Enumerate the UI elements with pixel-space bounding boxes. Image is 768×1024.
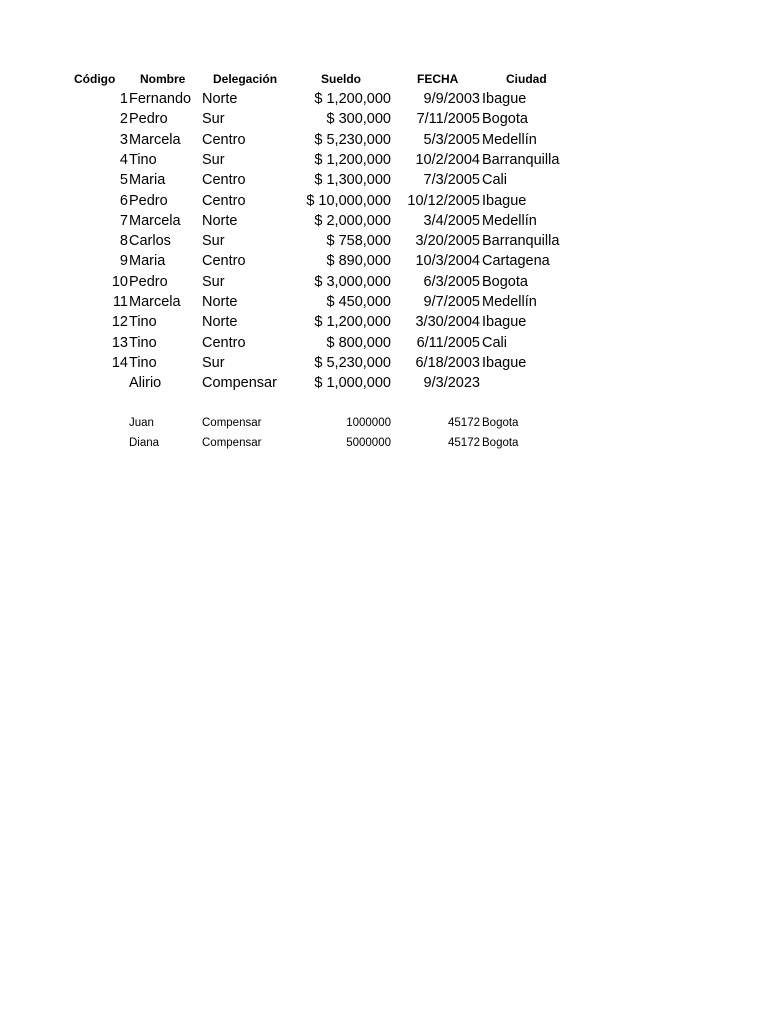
cell-delegacion[interactable]: Compensar — [202, 375, 277, 392]
cell-nombre[interactable]: Alirio — [129, 375, 162, 392]
cell-sueldo[interactable]: $ 800,000 — [326, 334, 391, 351]
cell-ciudad[interactable]: Medellín — [482, 212, 537, 229]
cell-fecha[interactable]: 9/9/2003 — [423, 91, 480, 107]
header-sueldo: Sueldo — [321, 72, 362, 86]
cell-ciudad[interactable]: Ibague — [482, 91, 527, 107]
cell-nombre[interactable]: Maria — [129, 172, 166, 189]
cell-ciudad[interactable]: Barranquilla — [482, 151, 560, 168]
cell-delegacion[interactable]: Sur — [202, 233, 225, 250]
cell-codigo[interactable]: 5 — [119, 172, 128, 189]
cell-fecha[interactable]: 6/3/2005 — [423, 273, 480, 290]
cell-codigo[interactable]: 10 — [111, 273, 128, 290]
table-row — [0, 211, 768, 231]
cell-delegacion[interactable]: Sur — [202, 273, 225, 290]
cell-nombre[interactable]: Juan — [129, 417, 154, 429]
header-delegacion: Delegación — [213, 72, 278, 86]
cell-fecha[interactable]: 9/7/2005 — [423, 294, 480, 310]
cell-delegacion[interactable]: Norte — [202, 212, 238, 229]
cell-codigo[interactable]: 1 — [119, 91, 128, 107]
cell-nombre[interactable]: Diana — [129, 437, 160, 449]
cell-nombre[interactable]: Pedro — [129, 273, 168, 290]
cell-codigo[interactable]: 12 — [111, 314, 128, 331]
cell-codigo[interactable]: 11 — [112, 294, 128, 310]
cell-codigo[interactable]: 2 — [119, 111, 128, 128]
cell-nombre[interactable]: Pedro — [129, 111, 168, 128]
cell-sueldo[interactable]: $ 450,000 — [326, 294, 391, 310]
cell-ciudad[interactable]: Ibague — [482, 192, 527, 209]
cell-ciudad[interactable]: Barranquilla — [482, 233, 560, 250]
cell-delegacion[interactable]: Sur — [202, 111, 225, 128]
cell-fecha[interactable]: 6/18/2003 — [415, 354, 480, 371]
cell-sueldo[interactable]: 5000000 — [346, 437, 391, 449]
cell-ciudad[interactable]: Medellín — [482, 131, 537, 148]
cell-sueldo[interactable]: $ 1,000,000 — [314, 375, 391, 392]
cell-fecha[interactable]: 10/3/2004 — [415, 253, 480, 270]
cell-delegacion[interactable]: Norte — [202, 294, 238, 310]
cell-ciudad[interactable]: Bogota — [482, 273, 528, 290]
cell-fecha[interactable]: 3/20/2005 — [415, 233, 480, 250]
table-row — [0, 353, 768, 373]
cell-codigo[interactable]: 3 — [119, 131, 128, 148]
cell-delegacion[interactable]: Compensar — [202, 417, 262, 429]
cell-sueldo[interactable]: $ 5,230,000 — [314, 354, 391, 371]
cell-fecha[interactable]: 5/3/2005 — [423, 131, 480, 148]
header-nombre: Nombre — [140, 72, 186, 86]
cell-ciudad[interactable]: Medellín — [482, 294, 537, 310]
cell-sueldo[interactable]: $ 1,300,000 — [314, 172, 391, 189]
cell-ciudad[interactable]: Cali — [482, 172, 507, 189]
cell-nombre[interactable]: Tino — [129, 314, 157, 331]
cell-nombre[interactable]: Pedro — [129, 192, 168, 209]
cell-ciudad[interactable]: Bogota — [482, 417, 519, 429]
cell-fecha[interactable]: 45172 — [448, 417, 480, 429]
cell-codigo[interactable]: 7 — [119, 212, 128, 229]
table-row — [0, 373, 768, 393]
cell-ciudad[interactable]: Bogota — [482, 111, 528, 128]
cell-nombre[interactable]: Marcela — [129, 212, 181, 229]
table-row — [0, 191, 768, 211]
cell-nombre[interactable]: Tino — [129, 334, 157, 351]
cell-fecha[interactable]: 3/30/2004 — [415, 314, 480, 331]
cell-fecha[interactable]: 10/2/2004 — [415, 151, 480, 168]
cell-delegacion[interactable]: Centro — [202, 334, 246, 351]
cell-nombre[interactable]: Maria — [129, 253, 166, 270]
cell-sueldo[interactable]: 1000000 — [346, 417, 391, 429]
cell-ciudad[interactable]: Cali — [482, 334, 507, 351]
table-row — [0, 150, 768, 170]
table-row — [0, 272, 768, 292]
cell-delegacion[interactable]: Sur — [202, 354, 225, 371]
cell-codigo[interactable]: 6 — [119, 192, 128, 209]
cell-sueldo[interactable]: $ 1,200,000 — [314, 314, 391, 331]
cell-codigo[interactable]: 13 — [111, 334, 128, 351]
table-row — [0, 130, 768, 150]
cell-sueldo[interactable]: $ 10,000,000 — [306, 192, 391, 209]
cell-sueldo[interactable]: $ 2,000,000 — [314, 212, 391, 229]
cell-fecha[interactable]: 45172 — [448, 437, 480, 449]
cell-nombre[interactable]: Fernando — [129, 91, 192, 107]
header-codigo: Código — [74, 72, 116, 86]
cell-delegacion[interactable]: Norte — [202, 314, 238, 331]
cell-delegacion[interactable]: Centro — [202, 172, 246, 189]
table-row — [0, 292, 768, 312]
cell-nombre[interactable]: Marcela — [129, 131, 181, 148]
cell-delegacion[interactable]: Norte — [202, 91, 238, 107]
cell-delegacion[interactable]: Centro — [202, 253, 246, 270]
table-row — [0, 109, 768, 129]
cell-ciudad[interactable]: Cartagena — [482, 253, 550, 270]
cell-sueldo[interactable]: $ 300,000 — [326, 111, 391, 128]
cell-nombre[interactable]: Tino — [129, 354, 157, 371]
cell-sueldo[interactable]: $ 890,000 — [326, 253, 391, 270]
cell-sueldo[interactable]: $ 1,200,000 — [314, 151, 391, 168]
cell-delegacion[interactable]: Centro — [202, 192, 246, 209]
table-row — [0, 434, 768, 454]
cell-ciudad[interactable]: Ibague — [482, 314, 527, 331]
header-ciudad: Ciudad — [506, 72, 547, 86]
cell-codigo[interactable]: 8 — [119, 233, 128, 250]
table-row — [0, 333, 768, 353]
cell-delegacion[interactable]: Centro — [202, 131, 246, 148]
cell-ciudad[interactable]: Ibague — [482, 354, 527, 371]
table-row — [0, 231, 768, 251]
table-row — [0, 170, 768, 190]
cell-nombre[interactable]: Marcela — [129, 294, 181, 310]
cell-fecha[interactable]: 10/12/2005 — [407, 192, 480, 209]
cell-nombre[interactable]: Carlos — [129, 233, 171, 250]
cell-ciudad[interactable]: Bogota — [482, 437, 519, 449]
cell-sueldo[interactable]: $ 3,000,000 — [314, 273, 391, 290]
cell-sueldo[interactable]: $ 758,000 — [326, 233, 391, 250]
cell-codigo[interactable]: 14 — [111, 354, 128, 371]
cell-sueldo[interactable]: $ 5,230,000 — [314, 131, 391, 148]
cell-sueldo[interactable]: $ 1,200,000 — [314, 91, 391, 107]
header-fecha: FECHA — [417, 72, 459, 86]
cell-fecha[interactable]: 7/3/2005 — [423, 172, 480, 189]
table-row — [0, 89, 768, 109]
cell-codigo[interactable]: 9 — [119, 253, 128, 270]
cell-fecha[interactable]: 7/11/2005 — [416, 111, 480, 128]
table-row — [0, 414, 768, 434]
table-row — [0, 312, 768, 332]
cell-delegacion[interactable]: Compensar — [202, 437, 262, 449]
cell-fecha[interactable]: 3/4/2005 — [423, 212, 480, 229]
cell-nombre[interactable]: Tino — [129, 151, 157, 168]
table-row — [0, 251, 768, 271]
cell-fecha[interactable]: 6/11/2005 — [416, 334, 480, 351]
cell-delegacion[interactable]: Sur — [202, 151, 225, 168]
cell-codigo[interactable]: 4 — [119, 151, 128, 168]
cell-fecha[interactable]: 9/3/2023 — [423, 375, 480, 392]
